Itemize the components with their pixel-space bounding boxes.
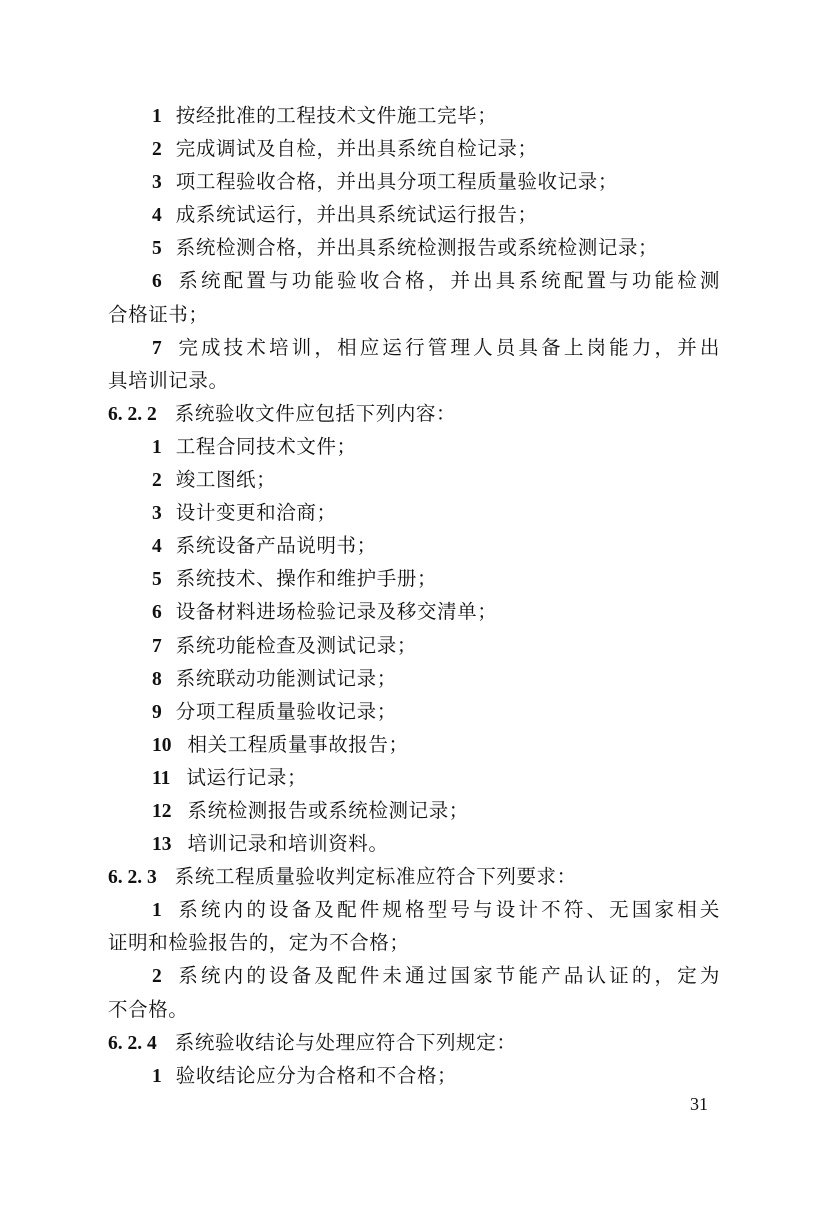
item-number: 11 bbox=[152, 767, 171, 789]
item-number: 1 bbox=[152, 900, 162, 922]
list-item bbox=[108, 1059, 720, 1092]
item-number: 3 bbox=[152, 172, 162, 194]
item-number: 2 bbox=[152, 470, 162, 492]
item-text: 系统配置与功能验收合格，并出具系统配置与功能检测 bbox=[175, 269, 720, 293]
item-text: 完成技术培训，相应运行管理人员具备上岗能力，并出 bbox=[175, 335, 720, 359]
item-text: 竣工图纸； bbox=[175, 468, 277, 492]
item-number: 2 bbox=[152, 966, 162, 988]
list-item bbox=[108, 629, 720, 662]
item-number: 9 bbox=[152, 701, 162, 723]
list-item bbox=[108, 827, 720, 860]
item-text: 系统功能检查及测试记录； bbox=[175, 633, 417, 657]
item-text: 设备材料进场检验记录及移交清单； bbox=[175, 600, 498, 624]
list-item bbox=[108, 264, 720, 297]
list-item bbox=[108, 132, 720, 165]
item-number: 7 bbox=[152, 635, 162, 657]
section-number: 6. 2. 4 bbox=[108, 1032, 157, 1054]
list-item bbox=[108, 562, 720, 595]
item-number: 12 bbox=[152, 800, 172, 822]
page-number: 31 bbox=[690, 1094, 708, 1114]
item-text: 分项工程质量验收记录； bbox=[175, 699, 397, 723]
item-text: 系统内的设备及配件未通过国家节能产品认证的，定为 bbox=[175, 964, 720, 988]
item-number: 1 bbox=[152, 1065, 162, 1087]
list-item bbox=[108, 198, 720, 231]
item-number: 4 bbox=[152, 536, 162, 558]
list-item-continuation: 具培训记录。 bbox=[108, 368, 229, 392]
item-text: 培训记录和培训资料。 bbox=[187, 832, 389, 856]
item-number: 10 bbox=[152, 734, 172, 756]
item-text: 按经批准的工程技术文件施工完毕； bbox=[175, 104, 498, 127]
item-text: 完成调试及自检，并出具系统自检记录； bbox=[175, 137, 538, 161]
list-item bbox=[108, 463, 720, 496]
list-item bbox=[108, 430, 720, 463]
list-item bbox=[108, 662, 720, 695]
section-number: 6. 2. 2 bbox=[108, 403, 157, 425]
list-item-continuation: 不合格。 bbox=[108, 997, 189, 1021]
item-text: 验收结论应分为合格和不合格； bbox=[175, 1063, 458, 1087]
item-text: 设计变更和洽商； bbox=[175, 501, 337, 525]
list-item bbox=[108, 761, 720, 794]
item-number: 3 bbox=[152, 503, 162, 525]
item-text: 相关工程质量事故报告； bbox=[187, 732, 409, 756]
item-text: 系统内的设备及配件规格型号与设计不符、无国家相关 bbox=[175, 898, 720, 922]
list-item bbox=[108, 959, 720, 992]
list-item bbox=[108, 728, 720, 761]
item-number: 13 bbox=[152, 834, 172, 856]
item-number: 4 bbox=[152, 205, 162, 227]
item-text: 试运行记录； bbox=[186, 765, 308, 789]
list-item bbox=[108, 529, 720, 562]
item-text: 成系统试运行，并出具系统试运行报告； bbox=[175, 203, 538, 227]
item-number: 7 bbox=[152, 337, 162, 359]
item-number: 1 bbox=[152, 106, 162, 127]
list-item bbox=[108, 794, 720, 827]
section-title: 系统工程质量验收判定标准应符合下列要求： bbox=[174, 865, 577, 889]
list-item bbox=[108, 231, 720, 264]
item-number: 6 bbox=[152, 271, 162, 293]
list-item-continuation: 证明和检验报告的，定为不合格； bbox=[108, 931, 410, 955]
section-title: 系统验收结论与处理应符合下列规定： bbox=[174, 1030, 517, 1054]
section-heading bbox=[108, 397, 720, 430]
section-title: 系统验收文件应包括下列内容： bbox=[174, 401, 457, 425]
item-number: 8 bbox=[152, 668, 162, 690]
item-number: 6 bbox=[152, 602, 162, 624]
section-number: 6. 2. 3 bbox=[108, 867, 157, 889]
list-item bbox=[108, 695, 720, 728]
list-item bbox=[108, 99, 720, 132]
list-item bbox=[108, 595, 720, 628]
list-item bbox=[108, 331, 720, 364]
section-heading bbox=[108, 860, 720, 893]
item-text: 系统设备产品说明书； bbox=[175, 534, 377, 558]
list-item bbox=[108, 165, 720, 198]
document-page bbox=[108, 99, 720, 1092]
section-heading bbox=[108, 1026, 720, 1059]
item-text: 系统检测报告或系统检测记录； bbox=[187, 798, 469, 822]
list-item-continuation: 合格证书； bbox=[108, 302, 209, 326]
item-number: 2 bbox=[152, 139, 162, 161]
item-text: 项工程验收合格，并出具分项工程质量验收记录； bbox=[175, 170, 618, 194]
item-text: 系统检测合格，并出具系统检测报告或系统检测记录； bbox=[175, 236, 659, 260]
item-number: 1 bbox=[152, 436, 162, 458]
list-item bbox=[108, 893, 720, 926]
list-item bbox=[108, 496, 720, 529]
item-number: 5 bbox=[152, 238, 162, 260]
item-text: 系统联动功能测试记录； bbox=[175, 666, 397, 690]
item-text: 系统技术、操作和维护手册； bbox=[175, 567, 438, 591]
item-number: 5 bbox=[152, 569, 162, 591]
item-text: 工程合同技术文件； bbox=[175, 434, 357, 458]
